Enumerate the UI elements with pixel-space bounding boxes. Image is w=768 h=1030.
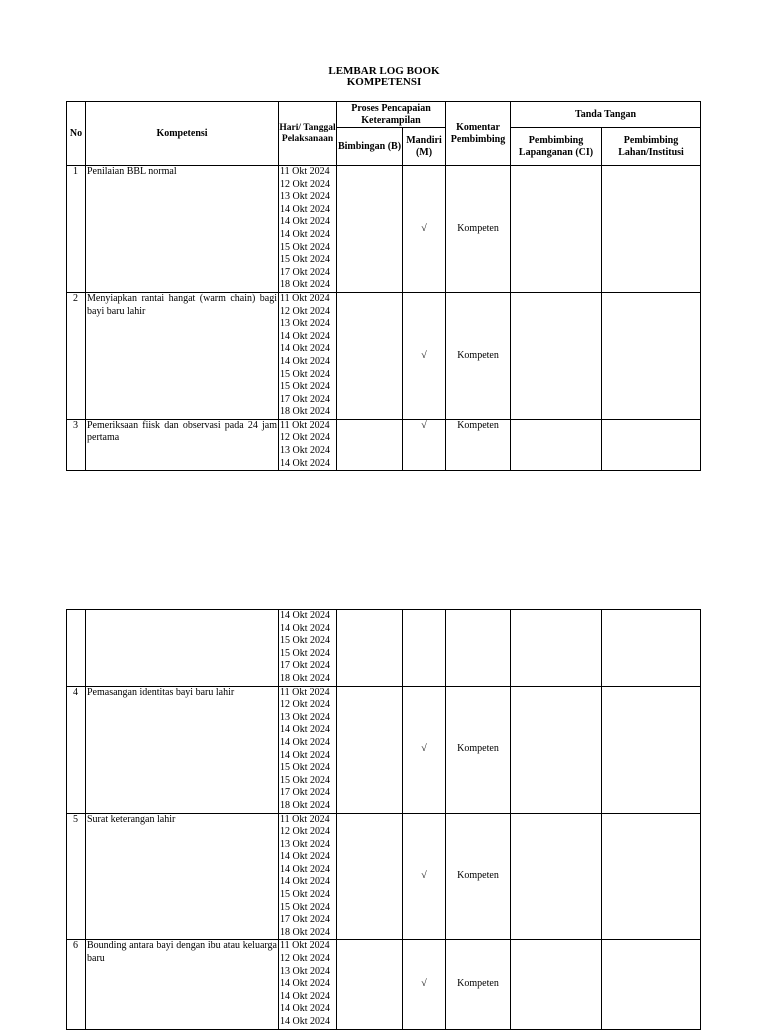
date-entry: 11 Okt 2024 — [280, 940, 330, 952]
row-number: 2 — [67, 292, 86, 419]
signature-ci-cell — [511, 610, 602, 687]
kompetensi-cell: Bounding antara bayi dengan ibu atau keluarga baru — [86, 940, 279, 1029]
date-entry: 13 Okt 2024 — [280, 838, 330, 850]
kompetensi-cell: Penilaian BBL normal — [86, 166, 279, 293]
date-entry: 15 Okt 2024 — [280, 774, 330, 786]
title-line-1: LEMBAR LOG BOOK — [328, 65, 440, 77]
date-entry: 14 Okt 2024 — [280, 863, 330, 875]
date-list — [279, 686, 337, 813]
mandiri-checkmark — [403, 610, 446, 687]
date-entry: 15 Okt 2024 — [280, 368, 330, 380]
date-entry: 14 Okt 2024 — [280, 216, 330, 228]
header-komentar: Komentar Pembimbing — [446, 102, 511, 166]
date-entry: 11 Okt 2024 — [280, 166, 330, 177]
date-entry: 11 Okt 2024 — [280, 813, 330, 825]
bimbingan-cell — [337, 610, 403, 687]
bimbingan-cell — [337, 940, 403, 1029]
signature-institusi-cell — [602, 686, 701, 813]
mandiri-checkmark: √ — [403, 940, 446, 1029]
date-entry: 17 Okt 2024 — [280, 787, 330, 799]
date-entry: 14 Okt 2024 — [280, 978, 330, 990]
date-entry: 13 Okt 2024 — [280, 318, 330, 330]
table-row — [67, 419, 701, 470]
header-pembimbing-lahan: Pembimbing Lahan/Institusi — [602, 128, 701, 166]
date-entry: 18 Okt 2024 — [280, 406, 330, 418]
kompetensi-cell — [86, 610, 279, 687]
date-entry: 14 Okt 2024 — [280, 749, 330, 761]
signature-ci-cell — [511, 166, 602, 293]
header-mandiri: Mandiri (M) — [403, 128, 446, 166]
date-entry: 14 Okt 2024 — [280, 228, 330, 240]
signature-institusi-cell — [602, 166, 701, 293]
date-entry: 18 Okt 2024 — [280, 279, 330, 291]
komentar-cell: Kompeten — [446, 419, 511, 470]
signature-institusi-cell — [602, 610, 701, 687]
row-number: 3 — [67, 419, 86, 470]
signature-ci-cell — [511, 419, 602, 470]
date-entry: 15 Okt 2024 — [280, 241, 330, 253]
date-entry: 14 Okt 2024 — [280, 990, 330, 1002]
logbook-table-page-1 — [66, 101, 701, 471]
komentar-cell: Kompeten — [446, 166, 511, 293]
date-entry: 14 Okt 2024 — [280, 1003, 330, 1015]
table-row — [67, 166, 701, 293]
header-tanda-tangan: Tanda Tangan — [511, 102, 701, 128]
bimbingan-cell — [337, 813, 403, 940]
komentar-cell: Kompeten — [446, 813, 511, 940]
header-bimbingan: Bimbingan (B) — [337, 128, 403, 166]
table-row — [67, 813, 701, 940]
date-list — [279, 166, 337, 293]
date-entry: 14 Okt 2024 — [280, 736, 330, 748]
komentar-cell: Kompeten — [446, 686, 511, 813]
signature-ci-cell — [511, 686, 602, 813]
date-entry: 14 Okt 2024 — [280, 355, 330, 367]
date-entry: 14 Okt 2024 — [280, 203, 330, 215]
table-body-page-2 — [67, 610, 701, 1030]
title-line-2: KOMPETENSI — [346, 76, 422, 88]
kompetensi-cell: Pemeriksaan fiisk dan observasi pada 24 jam pertama — [86, 419, 279, 470]
date-entry: 15 Okt 2024 — [280, 901, 330, 913]
header-hari-tanggal: Hari/ Tanggal Pelaksanaan — [279, 102, 337, 166]
signature-ci-cell — [511, 940, 602, 1029]
row-number: 1 — [67, 166, 86, 293]
komentar-cell — [446, 610, 511, 687]
date-entry: 12 Okt 2024 — [280, 826, 330, 838]
header-kompetensi: Kompetensi — [86, 102, 279, 166]
table-row — [67, 610, 701, 687]
date-entry: 14 Okt 2024 — [280, 457, 330, 469]
komentar-cell: Kompeten — [446, 292, 511, 419]
mandiri-checkmark: √ — [403, 292, 446, 419]
date-entry: 14 Okt 2024 — [280, 1016, 330, 1027]
table-row — [67, 292, 701, 419]
row-number: 4 — [67, 686, 86, 813]
signature-ci-cell — [511, 813, 602, 940]
table-row — [67, 686, 701, 813]
signature-institusi-cell — [602, 813, 701, 940]
logbook-table-page-2 — [66, 609, 701, 1030]
date-entry: 15 Okt 2024 — [280, 889, 330, 901]
date-entry: 18 Okt 2024 — [280, 926, 330, 938]
date-entry: 15 Okt 2024 — [280, 647, 330, 659]
date-entry: 15 Okt 2024 — [280, 254, 330, 266]
date-entry: 14 Okt 2024 — [280, 622, 330, 634]
date-entry: 15 Okt 2024 — [280, 635, 330, 647]
date-entry: 12 Okt 2024 — [280, 953, 330, 965]
date-entry: 11 Okt 2024 — [280, 686, 330, 698]
kompetensi-cell: Surat keterangan lahir — [86, 813, 279, 940]
date-entry: 14 Okt 2024 — [280, 851, 330, 863]
table-body-page-1 — [67, 166, 701, 471]
date-entry: 17 Okt 2024 — [280, 914, 330, 926]
date-list — [279, 292, 337, 419]
date-entry: 15 Okt 2024 — [280, 381, 330, 393]
mandiri-checkmark: √ — [403, 686, 446, 813]
signature-institusi-cell — [602, 940, 701, 1029]
date-entry: 15 Okt 2024 — [280, 762, 330, 774]
header-pembimbing-lapangan: Pembimbing Lapanganan (CI) — [511, 128, 602, 166]
header-no: No — [67, 102, 86, 166]
date-entry: 12 Okt 2024 — [280, 178, 330, 190]
date-list — [279, 419, 337, 470]
header-proses-pencapaian: Proses Pencapaian Keterampilan — [337, 102, 446, 128]
row-number: 6 — [67, 940, 86, 1029]
date-entry: 12 Okt 2024 — [280, 305, 330, 317]
date-entry: 17 Okt 2024 — [280, 660, 330, 672]
date-list — [279, 940, 337, 1029]
date-entry: 14 Okt 2024 — [280, 724, 330, 736]
date-entry: 14 Okt 2024 — [280, 343, 330, 355]
document-title — [0, 66, 768, 88]
date-list — [279, 813, 337, 940]
date-entry: 13 Okt 2024 — [280, 191, 330, 203]
mandiri-checkmark: √ — [403, 813, 446, 940]
signature-ci-cell — [511, 292, 602, 419]
date-entry: 14 Okt 2024 — [280, 610, 330, 621]
date-entry: 11 Okt 2024 — [280, 419, 330, 431]
date-entry: 12 Okt 2024 — [280, 432, 330, 444]
signature-institusi-cell — [602, 419, 701, 470]
kompetensi-cell: Menyiapkan rantai hangat (warm chain) bagi bayi baru lahir — [86, 292, 279, 419]
date-list — [279, 610, 337, 687]
date-entry: 12 Okt 2024 — [280, 699, 330, 711]
row-number: 5 — [67, 813, 86, 940]
signature-institusi-cell — [602, 292, 701, 419]
mandiri-checkmark: √ — [403, 166, 446, 293]
table-row — [67, 940, 701, 1029]
bimbingan-cell — [337, 686, 403, 813]
bimbingan-cell — [337, 292, 403, 419]
date-entry: 18 Okt 2024 — [280, 672, 330, 684]
date-entry: 17 Okt 2024 — [280, 393, 330, 405]
komentar-cell: Kompeten — [446, 940, 511, 1029]
date-entry: 13 Okt 2024 — [280, 445, 330, 457]
kompetensi-cell: Pemasangan identitas bayi baru lahir — [86, 686, 279, 813]
date-entry: 17 Okt 2024 — [280, 266, 330, 278]
date-entry: 13 Okt 2024 — [280, 711, 330, 723]
date-entry: 11 Okt 2024 — [280, 292, 330, 304]
bimbingan-cell — [337, 419, 403, 470]
date-entry: 14 Okt 2024 — [280, 876, 330, 888]
date-entry: 14 Okt 2024 — [280, 330, 330, 342]
date-entry: 18 Okt 2024 — [280, 799, 330, 811]
mandiri-checkmark: √ — [403, 419, 446, 470]
bimbingan-cell — [337, 166, 403, 293]
row-number — [67, 610, 86, 687]
date-entry: 13 Okt 2024 — [280, 965, 330, 977]
